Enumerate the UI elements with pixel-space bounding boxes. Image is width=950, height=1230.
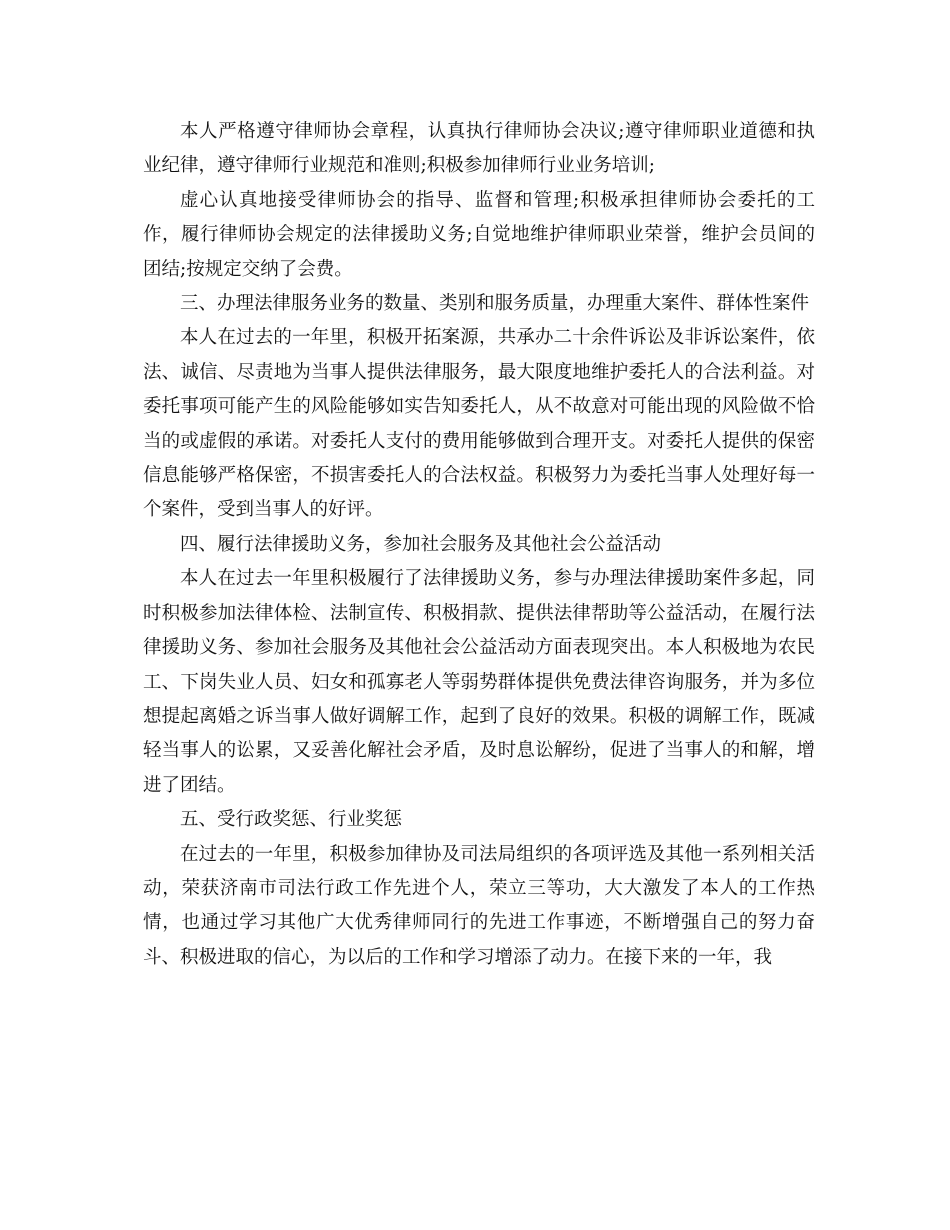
- paragraph-awards: 在过去的一年里，积极参加律协及司法局组织的各项评选及其他一系列相关活动，荣获济南市司法行政工作先进个人，荣立三等功，大大激发了本人的工作热情，也通过学习其他广大优秀律师同行的先进工作事迹，不断增强自己的努力奋斗、积极进取的信心，为以后的工作和学习增添了动力。在接下来的一年，我: [143, 843, 815, 968]
- paragraph-legal-services: 本人在过去的一年里，积极开拓案源，共承办二十余件诉讼及非诉讼案件，依法、诚信、尽责地为当事人提供法律服务，最大限度地维护委托人的合法利益。对委托事项可能产生的风险能够如实告知委托人，从不故意对可能出现的风险做不恰当的或虚假的承诺。对委托人支付的费用能够做到合理开支。对委托人提供的保密信息能够严格保密，不损害委托人的合法权益。积极努力为委托当事人处理好每一个案件，受到当事人的好评。: [143, 327, 815, 521]
- section-heading-legal-services: 三、办理法律服务业务的数量、类别和服务质量，办理重大案件、群体性案件: [180, 293, 810, 315]
- paragraph-association-rules: 本人严格遵守律师协会章程，认真执行律师协会决议;遵守律师职业道德和执业纪律，遵守律师行业规范和准则;积极参加律师行业业务培训;: [143, 121, 815, 177]
- section-heading-legal-aid: 四、履行法律援助义务，参加社会服务及其他社会公益活动: [180, 533, 662, 555]
- paragraph-association-guidance: 虚心认真地接受律师协会的指导、监督和管理;积极承担律师协会委托的工作，履行律师协会规定的法律援助义务;自觉地维护律师职业荣誉，维护会员间的团结;按规定交纳了会费。: [143, 189, 815, 280]
- paragraph-legal-aid: 本人在过去一年里积极履行了法律援助义务，参与办理法律援助案件多起，同时积极参加法律体检、法制宣传、积极捐款、提供法律帮助等公益活动，在履行法律援助义务、参加社会服务及其他社会公益活动方面表现突出。本人积极地为农民工、下岗失业人员、妇女和孤寡老人等弱势群体提供免费法律咨询服务，并为多位想提起离婚之诉当事人做好调解工作，起到了良好的效果。积极的调解工作，既减轻当事人的讼累，又妥善化解社会矛盾，及时息讼解纷，促进了当事人的和解，增进了团结。: [143, 568, 815, 796]
- document-body: [143, 115, 815, 975]
- section-heading-awards: 五、受行政奖惩、行业奖惩: [180, 809, 403, 831]
